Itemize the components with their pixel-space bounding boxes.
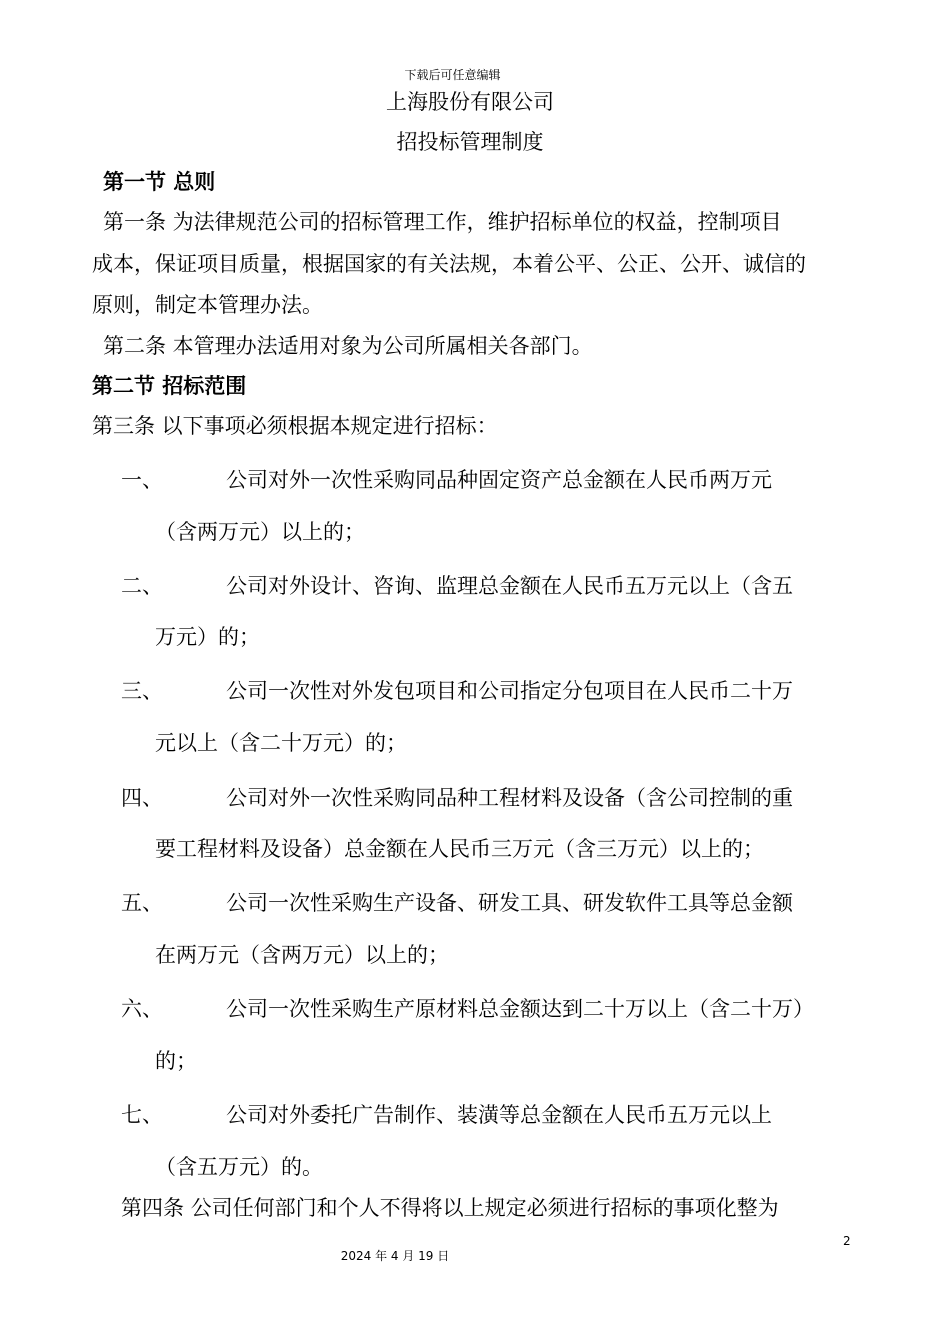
document-title: 招投标管理制度 xyxy=(396,130,544,154)
section-1-heading: 第一节 总则 xyxy=(103,169,216,194)
item-6-number: 六、 xyxy=(121,997,163,1021)
item-4-line-2: 要工程材料及设备）总金额在人民币三万元（含三万元）以上的； xyxy=(155,837,764,861)
article-1-line-3: 原则，制定本管理办法。 xyxy=(92,293,323,317)
item-2-line-2: 万元）的； xyxy=(155,625,260,649)
item-5-number: 五、 xyxy=(121,891,163,915)
item-4-number: 四、 xyxy=(121,786,163,810)
item-2-line-1: 公司对外设计、咨询、监理总金额在人民币五万元以上（含五 xyxy=(226,574,793,598)
item-3-number: 三、 xyxy=(121,679,163,703)
item-6-line-1: 公司一次性采购生产原材料总金额达到二十万以上（含二十万） xyxy=(226,997,814,1021)
company-name: 上海股份有限公司 xyxy=(386,90,554,114)
item-7-line-2: （含五万元）的。 xyxy=(155,1155,323,1179)
item-3-line-1: 公司一次性对外发包项目和公司指定分包项目在人民币二十万 xyxy=(226,679,793,703)
article-1-line-2: 成本，保证项目质量，根据国家的有关法规，本着公平、公正、公开、诚信的 xyxy=(92,252,806,276)
item-1-line-1: 公司对外一次性采购同品种固定资产总金额在人民币两万元 xyxy=(226,468,772,492)
section-2-heading: 第二节 招标范围 xyxy=(92,373,247,398)
item-4-line-1: 公司对外一次性采购同品种工程材料及设备（含公司控制的重 xyxy=(226,786,793,810)
page-number: 2 xyxy=(843,1234,851,1248)
item-7-number: 七、 xyxy=(121,1103,163,1127)
item-2-number: 二、 xyxy=(121,574,163,598)
item-5-line-1: 公司一次性采购生产设备、研发工具、研发软件工具等总金额 xyxy=(226,891,793,915)
item-1-number: 一、 xyxy=(121,468,163,492)
item-6-line-2: 的； xyxy=(155,1049,197,1073)
header-note: 下载后可任意编辑 xyxy=(404,68,501,82)
article-4: 第四条 公司任何部门和个人不得将以上规定必须进行招标的事项化整为 xyxy=(121,1196,779,1220)
item-5-line-2: 在两万元（含两万元）以上的； xyxy=(155,943,449,967)
footer-date: 2024 年 4 月 19 日 xyxy=(340,1249,450,1263)
item-3-line-2: 元以上（含二十万元）的； xyxy=(155,731,407,755)
article-1-line-1: 第一条 为法律规范公司的招标管理工作，维护招标单位的权益，控制项目 xyxy=(103,210,782,234)
article-2: 第二条 本管理办法适用对象为公司所属相关各部门。 xyxy=(103,334,593,358)
article-3: 第三条 以下事项必须根据本规定进行招标： xyxy=(92,414,498,438)
item-7-line-1: 公司对外委托广告制作、装潢等总金额在人民币五万元以上 xyxy=(226,1103,772,1127)
item-1-line-2: （含两万元）以上的； xyxy=(155,520,365,544)
